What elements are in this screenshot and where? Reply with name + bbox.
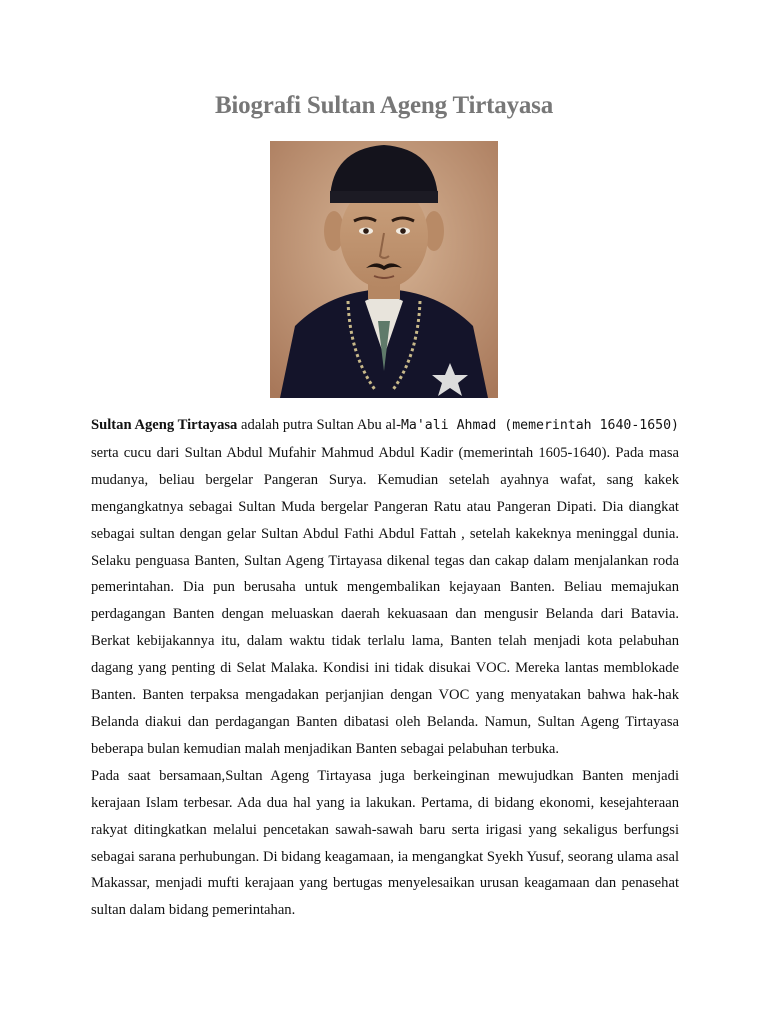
paragraph-1-part-1: adalah putra Sultan Abu al- bbox=[237, 417, 401, 433]
paragraph-2: Pada saat bersamaan,Sultan Ageng Tirtayasa juga berkeinginan mewujudkan Banten menjadi kerajaan Islam terbesar. Ada dua hal yang ia lakukan. Pertama, di bidang ekonomi, kesejahteraan rakyat ditingkatkan melalui pencetakan sawah-sawah baru serta irigasi yang sekaligus berfungsi sebagai sarana perhubungan. Di bidang keagamaan, ia mengangkat Syekh Yusuf, seorang ulama asal Makassar, menjadi mufti kerajaan yang bertugas menyelesaikan urusan keagamaan dan penasehat sultan dalam bidang pemerintahan. bbox=[91, 767, 679, 919]
portrait-photo bbox=[270, 141, 498, 398]
subject-name: Sultan Ageng Tirtayasa bbox=[91, 417, 238, 433]
page-title: Biografi Sultan Ageng Tirtayasa bbox=[214, 92, 554, 119]
biography-text bbox=[91, 412, 679, 924]
paragraph-1-part-2: Ma'ali Ahmad (memerintah 1640-1650) bbox=[400, 418, 679, 433]
paragraph-1 bbox=[91, 412, 679, 763]
portrait-illustration bbox=[270, 141, 498, 398]
paragraph-1-part-3: serta cucu dari Sultan Abdul Mufahir Mahmud Abdul Kadir (memerintah 1605-1640). Pada masa mudanya, beliau bergelar Pangeran Surya. Kemudian setelah ayahnya wafat, sang kakek mengangkatnya sebagai Sultan Muda bergelar Pangeran Ratu atau Pangeran Dipati. Dia diangkat sebagai sultan dengan gelar Sultan Abdul Fathi Abdul Fattah , setelah kakeknya meninggal dunia. Selaku penguasa Banten, Sultan Ageng Tirtayasa dikenal tegas dan cakap dalam menjalankan roda pemerintahan. Dia pun berusaha untuk mengembalikan kejayaan Banten. Beliau memajukan perdagangan Banten dengan meluaskan daerah kekuasaan dan mengusir Belanda dari Batavia. Berkat kebijakannya itu, dalam waktu tidak terlalu lama, Banten telah menjadi kota pelabuhan dagang yang penting di Selat Malaka. Kondisi ini tidak disukai VOC. Mereka lantas memblokade Banten. Banten terpaksa mengadakan perjanjian dengan VOC yang menyatakan bahwa hak-hak Belanda diakui dan perdagangan Banten dibatasi oleh Belanda. Namun, Sultan Ageng Tirtayasa beberapa bulan kemudian malah menjadikan Banten sebagai pelabuhan terbuka. bbox=[91, 444, 679, 757]
